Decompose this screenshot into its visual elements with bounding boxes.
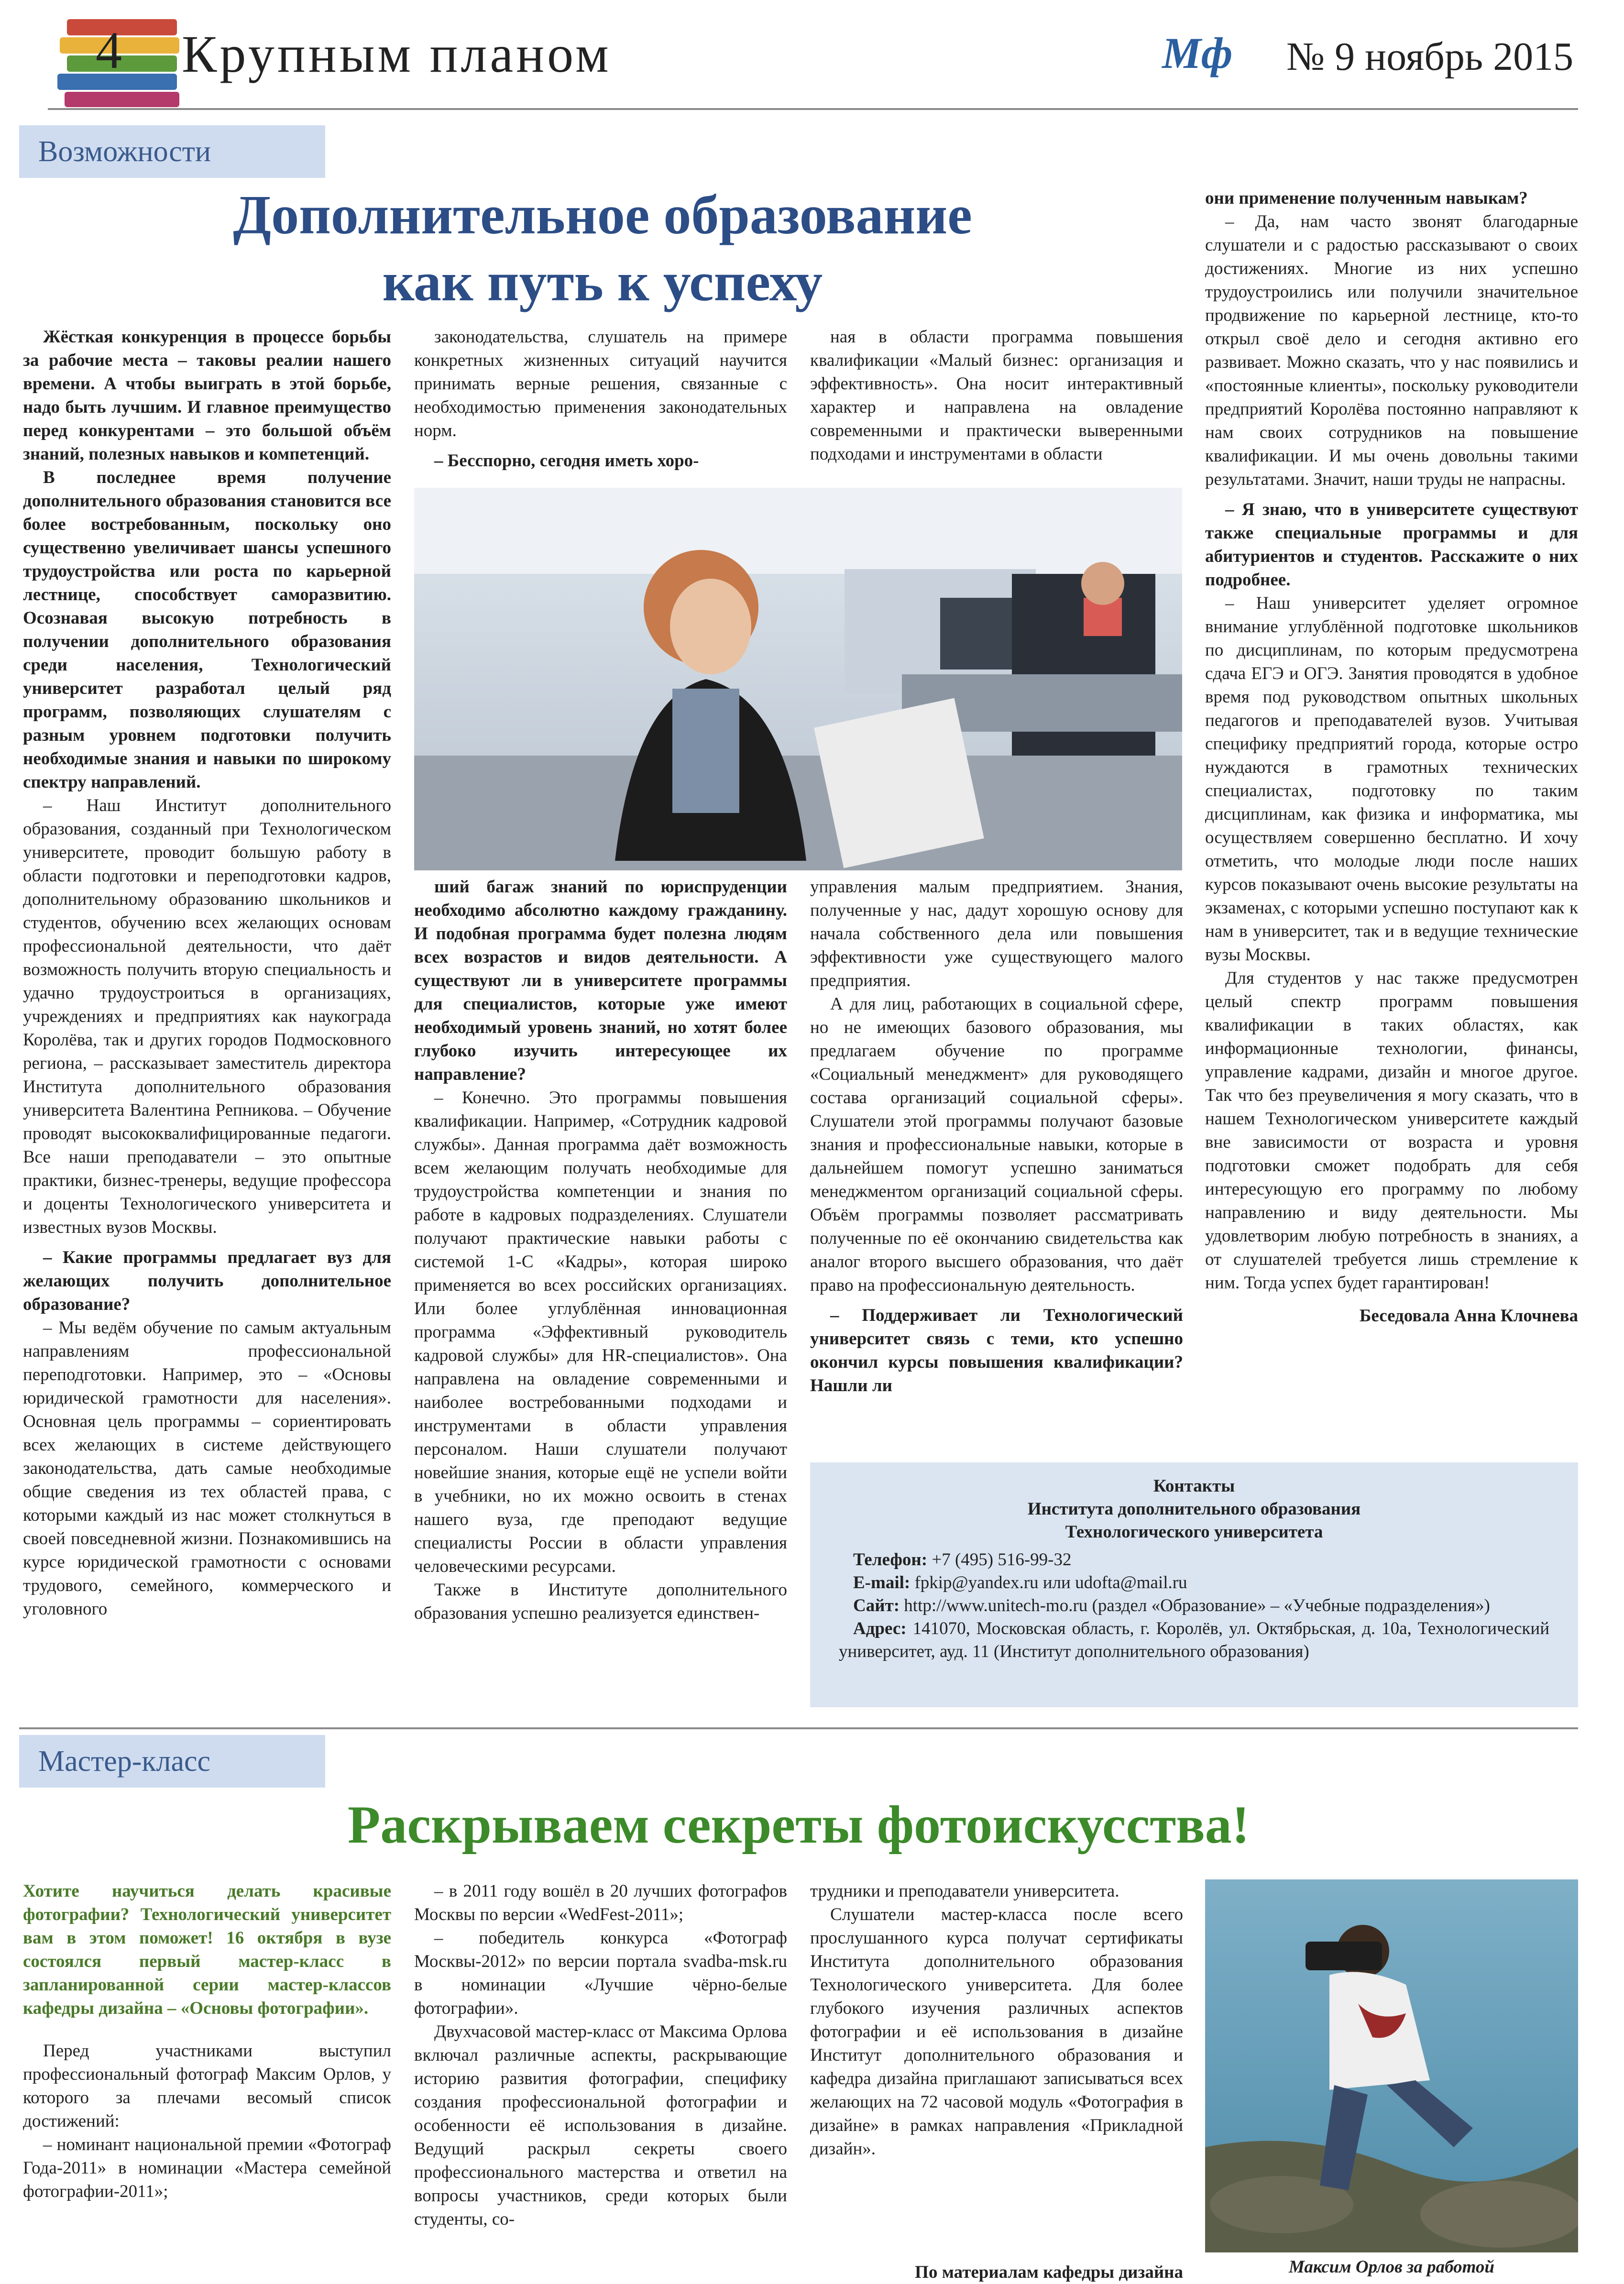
- body-paragraph: Перед участниками выступил профессиональный фотограф Максим Орлов, у которого за плечами весомый список достижений:: [23, 2041, 391, 2131]
- section-title: Крупным планом: [182, 25, 612, 83]
- question-paragraph: – Я знаю, что в университете существуют также специальные программы и для абитуриентов и студентов. Расскажите о них подробнее.: [1205, 500, 1578, 590]
- header-rule: [48, 108, 1578, 110]
- article-column-3-bottom: [810, 875, 1183, 1449]
- contacts-subtitle: Технологического университета: [1065, 1522, 1323, 1542]
- article-column-4: [1205, 187, 1578, 1430]
- article2-column-1: [23, 1879, 391, 2284]
- article-photo-student-computer: [414, 488, 1182, 870]
- intro-paragraph: В последнее время получение дополнительного образования становится все более востребованным, поскольку оно существенно увеличивает шансы успешного трудоустройства или роста по карьерной лестнице, способствует саморазвитию. Осознавая высокую потребность в получении дополнительного образования среди населения, Технологический университет разработал целый ряд программ, позволяющих слушателям с разным уровнем подготовки получить необходимые знания и навыки по широкому спектру направлений.: [23, 468, 391, 792]
- address-label: Адрес:: [853, 1619, 907, 1638]
- body-paragraph: управления малым предприятием. Знания, полученные у нас, дадут хорошую основу для начала собственного дела или повышения эффективности уже существующего малого предприятия.: [810, 877, 1183, 990]
- lead-paragraph: Хотите научиться делать красивые фотографии? Технологический университет вам в этом поможет! 16 октября в вузе состоялся первый мастер-класс в запланированной серии мастер-классов кафедры дизайна – «Основы фотографии».: [23, 1881, 391, 2018]
- article2-column-3: [810, 1879, 1183, 2284]
- body-paragraph: Для студентов у нас также предусмотрен целый спектр программ повышения квалификации в таких областях, как информационные технологии, финансы, управление кадрами, дизайн и многое другое. Так что без преувеличения я могу сказать, что в нашем Технологическом университете каждый вне зависимости от возраста и уровня подготовки сможет подобрать для себя интересующую его программу по любому направлению и виду деятельности. Мы удовлетворим любую потребность в знаниях, а от слушателей требуется лишь стремление к ним. Тогда успех будет гарантирован!: [1205, 968, 1578, 1293]
- contacts-title: Контакты: [1153, 1476, 1235, 1496]
- body-paragraph: трудники и преподаватели университета.: [810, 1881, 1119, 1901]
- contacts-box: [810, 1462, 1578, 1707]
- article-photo-photographer: [1205, 1879, 1578, 2252]
- body-paragraph: – Конечно. Это программы повышения квалификации. Например, «Сотрудник кадровой службы». Данная программа даёт возможность всем желающим получать необходимые для трудоустройства компетенции и знания по работе в кадровых подразделениях. Слушатели получают практические навыки работы с системой 1-С «Кадры», которая широко применяется во всех российских организациях. Или более углублённая инновационная программа «Эффективный руководитель кадровой службы» для HR-специалистов». Она направлена на овладение современными и наиболее востребованными подходами и инструментами в области управления персоналом. Наши слушатели получают новейшие знания, которые ещё не успели войти в учебники, но их можно освоить в стенах нашего вуза, где преподают ведущие специалисты России в области управления человеческими ресурсами.: [414, 1088, 787, 1576]
- contacts-subtitle: Института дополнительного образования: [1027, 1499, 1361, 1519]
- source-note: По материалам кафедры дизайна: [915, 2262, 1183, 2282]
- headline: Раскрываем секреты фотоискусства!: [347, 1795, 1250, 1855]
- publication-logo: Мф: [1162, 29, 1233, 77]
- phone-number[interactable]: +7 (495) 516-99-32: [932, 1550, 1072, 1570]
- body-paragraph: Двухчасовой мастер-класс от Максима Орлова включал различные аспекты, раскрывающие историю развития фотографии, специфику создания профессиональной фотографии и особенности её использования в дизайне. Ведущий раскрыл секреты своего профессионального мастерства и ответил на вопросы участников, среди которых были студенты, со-: [414, 2022, 787, 2229]
- headline-line-1: Дополнительное образование: [233, 185, 972, 246]
- section-divider: [19, 1727, 1578, 1729]
- site-link[interactable]: http://www.unitech-mo.ru (раздел «Образование» – «Учебные подразделения»): [904, 1596, 1490, 1615]
- body-paragraph: ная в области программа повышения квалификации «Малый бизнес: организация и эффективность». Она носит интерактивный характер и направлена на овладение современными и практически выверенными подходами и инструментами в области: [810, 327, 1183, 464]
- body-paragraph: – Наш университет уделяет огромное внимание углублённой подготовке школьников по дисциплинам, по которым предусмотрена сдача ЕГЭ и ОГЭ. Занятия проводятся в удобное время под руководством опытных школьных педагогов и преподавателей вузов. Учитывая специфику предприятий города, которые остро нуждаются в грамотных технических специалистах, подготовку по таким дисциплинам, как физика и информатика, мы осуществляем совершенно бесплатно. И хочу отметить, что молодые люди после наших курсов показывают очень высокие результаты на экзаменах, с которыми успешно поступают как к нам в университет, так и в ведущие технические вузы Москвы.: [1205, 593, 1578, 965]
- question-paragraph: – Какие программы предлагает вуз для желающих получить дополнительное образование?: [23, 1248, 391, 1314]
- question-paragraph: – Поддерживает ли Технологический университет связь с теми, кто успешно окончил курсы повышения квалификации? Нашли ли: [810, 1306, 1183, 1395]
- body-paragraph: Слушатели мастер-класса после всего прослушанного курса получат сертификаты Института дополнительного образования Технологического университета. Для более глубокого изучения различных аспектов фотографии и её использования в дизайне Институт дополнительного образования и кафедра дизайна приглашают записываться всех желающих на 72 часовой модуль «Фотография в дизайне» в рамках направления «Прикладной дизайн».: [810, 1905, 1183, 2159]
- rubric-label: Мастер-класс: [19, 1735, 325, 1788]
- article-column-3-top: [810, 325, 1183, 483]
- body-paragraph: – в 2011 году вошёл в 20 лучших фотографов Москвы по версии «WedFest-2011»;: [414, 1881, 787, 1924]
- page-number: 4: [96, 21, 122, 79]
- question-paragraph: – Бесспорно, сегодня иметь хоро-: [434, 451, 699, 471]
- email-address[interactable]: fpkip@yandex.ru или udofta@mail.ru: [914, 1573, 1187, 1592]
- body-paragraph: – номинант национальной премии «Фотограф Года-2011» в номинации «Мастера семейной фотографии-2011»;: [23, 2135, 391, 2201]
- headline: [19, 182, 1186, 316]
- lead-paragraph: Жёсткая конкуренция в процессе борьбы за рабочие места – таковы реалии нашего времени. А чтобы выиграть в этой борьбе, надо быть лучшим. И главное преимущество перед конкурентами – это большой объём знаний, полезных навыков и компетенций.: [23, 327, 391, 464]
- article-column-1: [23, 325, 391, 1707]
- phone-label: Телефон:: [853, 1550, 928, 1570]
- byline: Беседовала Анна Клочнева: [1359, 1306, 1578, 1326]
- question-paragraph: ший багаж знаний по юриспруденции необходимо абсолютно каждому гражданину. И подобная программа будет полезна людям всех возрастов и видов деятельности. А существуют ли в университете программы для специалистов, которые уже имеют необходимый уровень знаний, но хотят более глубоко изучить интересующее их направление?: [414, 877, 787, 1084]
- rubric-label: Возможности: [19, 125, 325, 178]
- question-paragraph: они применение полученным навыкам?: [1205, 188, 1528, 208]
- article-column-2-top: [414, 325, 787, 483]
- body-paragraph: – победитель конкурса «Фотограф Москвы-2012» по версии портала svadba-msk.ru в номинации «Лучшие чёрно-белые фотографии».: [414, 1928, 787, 2018]
- body-paragraph: А для лиц, работающих в социальной сфере, но не имеющих базового образования, мы предлагаем обучение по программе «Социальный менеджмент» для руководящего состава организаций социальной сферы». Слушатели этой программы получают базовые знания и профессиональные навыки, которые в дальнейшем помогут успешно заниматься менеджментом организаций социальной сферы. Объём программы позволяет рассматривать полученные по её окончанию свидетельства как аналог второго высшего образования, что даёт право на профессиональную деятельность.: [810, 994, 1183, 1295]
- article2-column-2: [414, 1879, 787, 2284]
- body-paragraph: законодательства, слушатель на примере конкретных жизненных ситуаций научится принимать верные решения, связанные с необходимостью применения законодательных норм.: [414, 327, 787, 440]
- headline-line-2: как путь к успеху: [382, 252, 823, 313]
- article-column-2-bottom: [414, 875, 787, 1707]
- site-label: Сайт:: [853, 1596, 900, 1615]
- issue-info: № 9 ноябрь 2015: [1286, 34, 1574, 79]
- body-paragraph: – Мы ведём обучение по самым актуальным направлениям профессиональной переподготовки. Например, это – «Основы юридической грамотности для населения». Основная цель программы – сориентировать всех желающих в системе действующего законодательства, дать самые необходимые общие сведения из тех областей права, с которыми каждый из нас может столкнуться в своей повседневной жизни. Познакомившись на курсе юридической грамотности с основами трудового, семейного, коммерческого и уголовного: [23, 1318, 391, 1619]
- email-label: E-mail:: [853, 1573, 911, 1592]
- address-text: 141070, Московская область, г. Королёв, ул. Октябрьская, д. 10а, Технологический университет, ауд. 11 (Институт дополнительного образования): [839, 1619, 1550, 1661]
- page-header: [0, 0, 1624, 115]
- body-paragraph: Также в Институте дополнительного образования успешно реализуется единствен-: [414, 1580, 787, 1623]
- body-paragraph: – Да, нам часто звонят благодарные слушатели и с радостью рассказывают о своих достижениях. Многие из них успешно трудоустроились или получили значительное продвижение по карьерной лестнице, кто-то открыл своё дело и сегодня активно его развивает. Можно сказать, что у нас появились и «постоянные клиенты», поскольку руководители предприятий Королёва постоянно направляют к нам своих сотрудников на повышение квалификации. И мы очень довольны такими результатами. Значит, наши труды не напрасны.: [1205, 212, 1578, 489]
- photo-caption: Максим Орлов за работой: [1289, 2257, 1494, 2277]
- body-paragraph: – Наш Институт дополнительного образования, созданный при Технологическом университете, проводит большую работу в области подготовки и переподготовки кадров, дополнительному образованию школьников и студентов, обучению всех желающих основам профессиональной деятельности, что даёт возможность получить вторую специальность и удачно трудоустроиться в организациях, учреждениях и предприятиях как наукограда Королёва, так и других городов Подмосковного региона, – рассказывает заместитель директора Института дополнительного образования университета Валентина Репникова. – Обучение проводят высококвалифицированные педагоги. Все наши преподаватели – это опытные практики, бизнес-тренеры, ведущие профессора и доценты Технологического университета и известных вузов Москвы.: [23, 796, 391, 1237]
